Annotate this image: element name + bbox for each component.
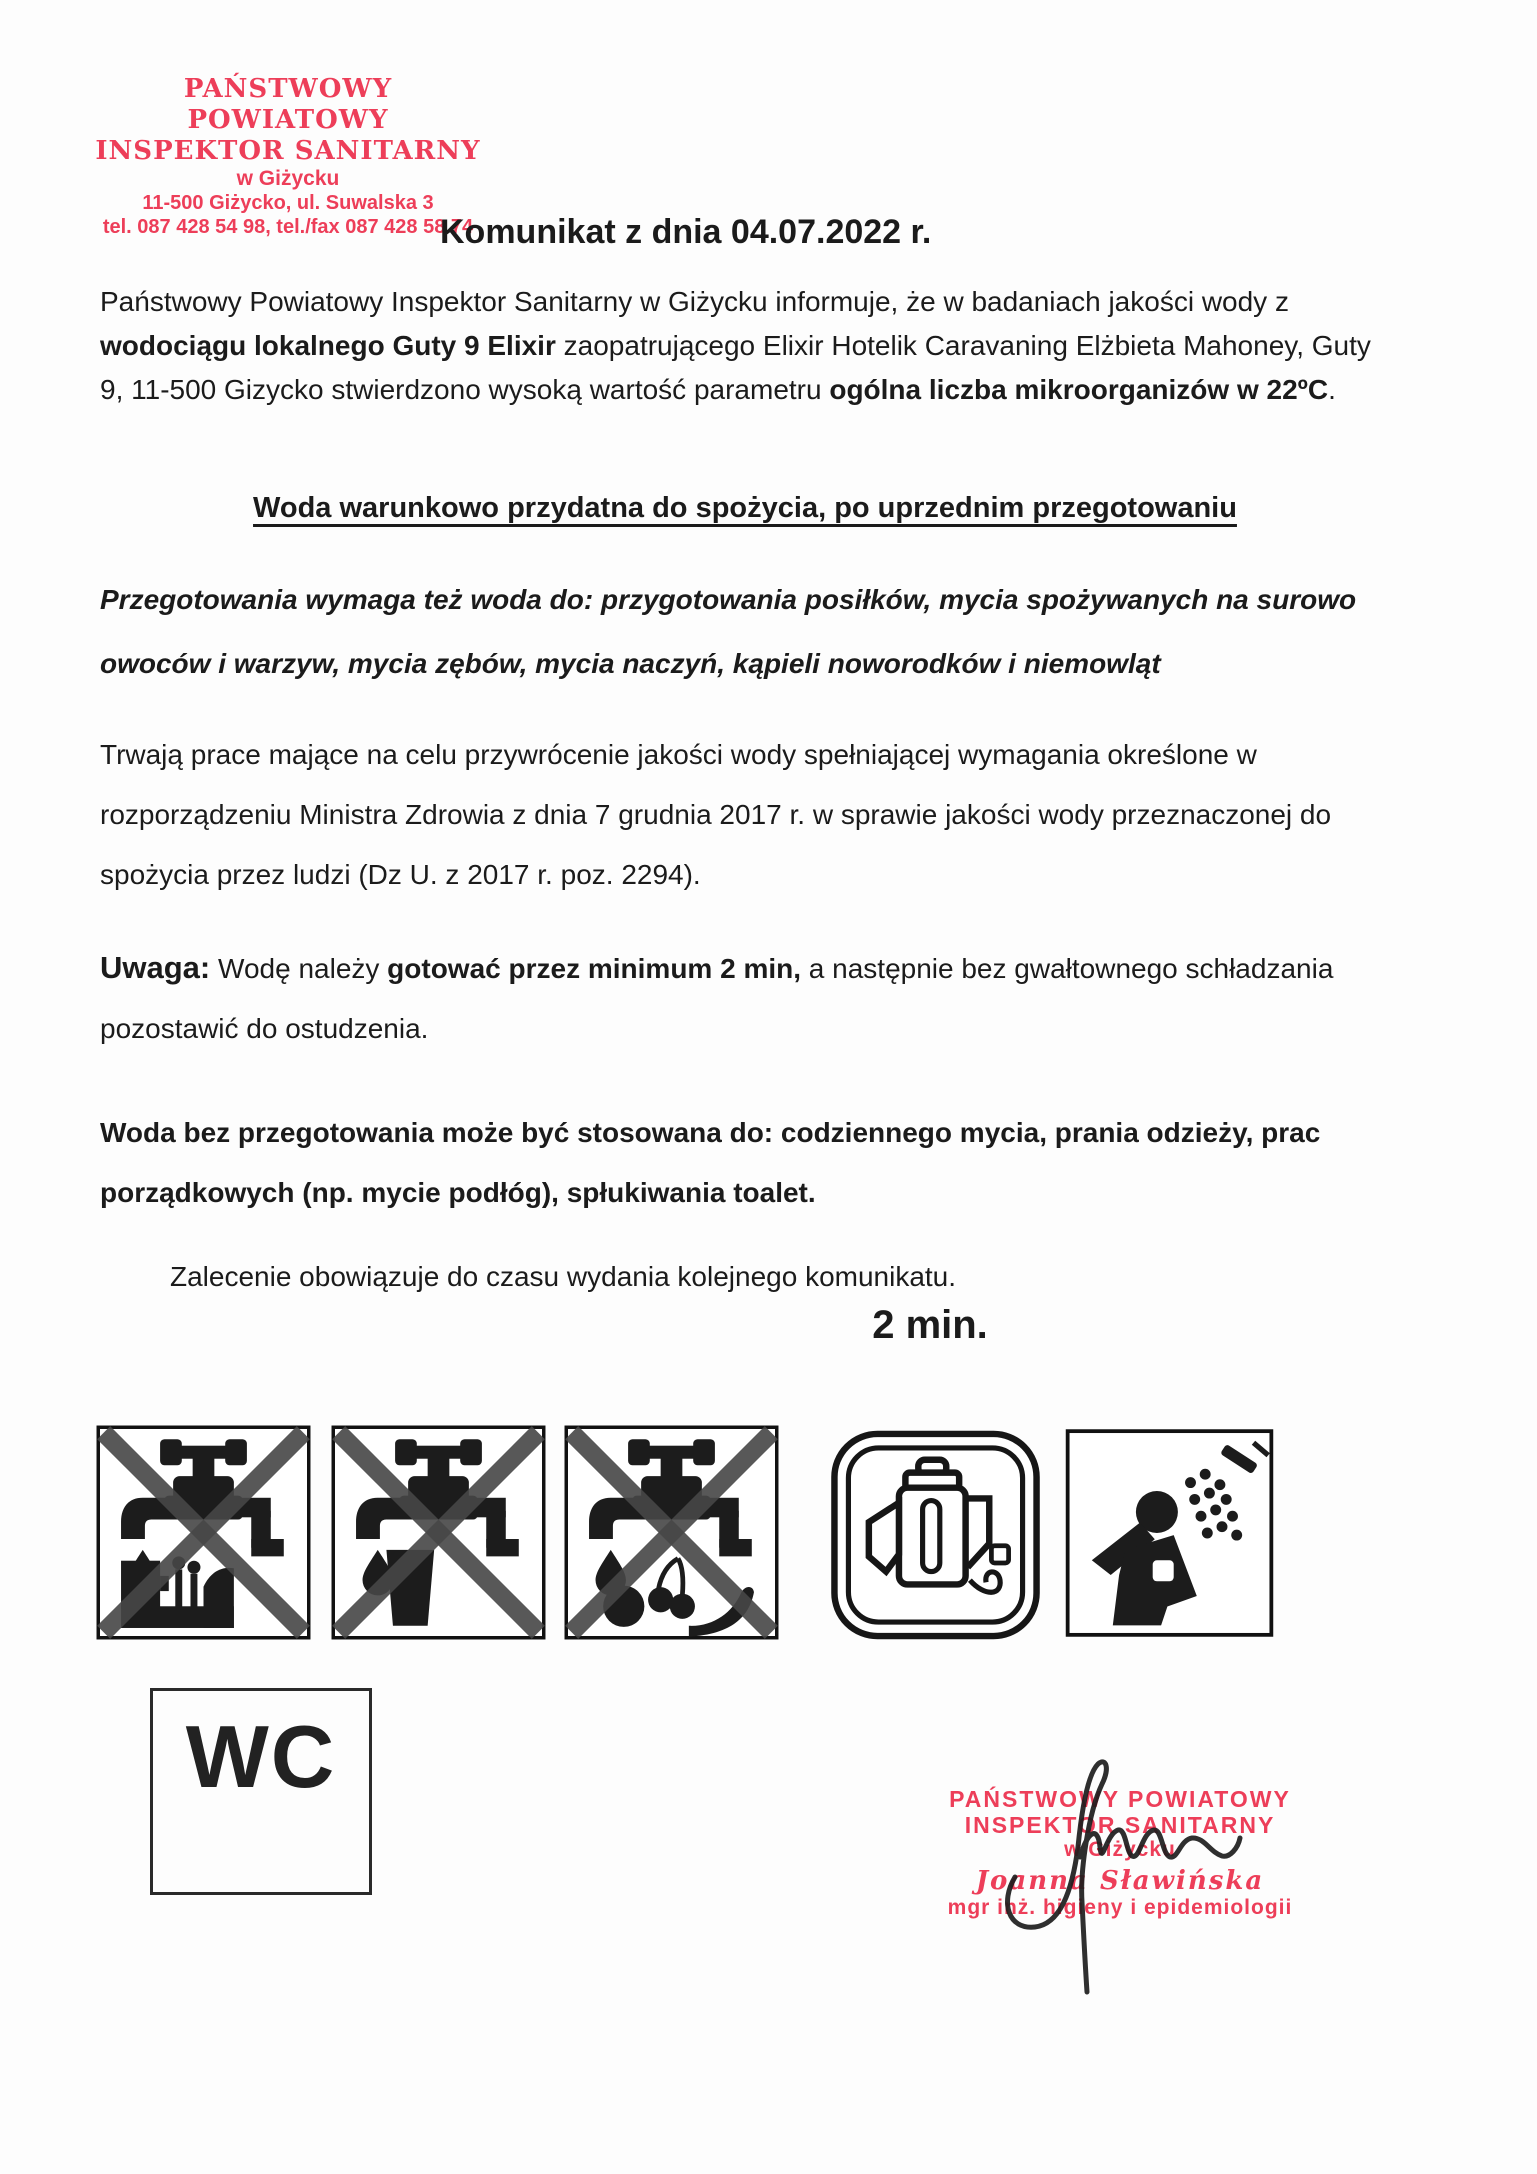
wc-label: WC	[185, 1707, 337, 1806]
p4-boil-bold: gotować przez minimum 2 min,	[387, 953, 802, 984]
stamp-phone: tel. 087 428 54 98, tel./fax 087 428 58 74	[102, 216, 474, 238]
p4-seg2: Wodę należy	[210, 953, 388, 984]
p4-uwaga-label: Uwaga:	[100, 950, 211, 985]
p4-seg4: a następnie bez gwałtownego schładzania pozostawić do ostudzenia.	[100, 953, 1334, 1044]
signature-scribble	[930, 1752, 1310, 2002]
p1-seg1: Państwowy Powiatowy Inspektor Sanitarny w Giżycku informuje, że w badaniach jakości wody z	[100, 286, 1289, 317]
paragraph-boiling-instructions	[100, 938, 1420, 1059]
p1-waterworks-name: wodociągu lokalnego Guty 9 Elixir	[100, 330, 556, 361]
header-inspector-stamp	[88, 74, 488, 239]
shower-allowed-icon	[1063, 1428, 1276, 1638]
stamp-city: w Giżycku	[236, 167, 340, 190]
conditional-use-heading	[100, 492, 1390, 525]
boil-water-kettle-icon	[828, 1420, 1043, 1650]
paragraph-boiling-required-uses: Przegotowania wymaga też woda do: przygotowania posiłków, mycia spożywanych na surowo owoców i warzyw, mycia zębów, mycia naczyń, kąpieli noworodków i niemowląt	[100, 584, 1357, 679]
footer-stamp-name: Joanna Sławińska	[975, 1866, 1265, 1896]
no-tap-water-for-dishes-icon	[95, 1424, 312, 1641]
no-washing-food-icon	[563, 1424, 780, 1641]
p1-parameter-name: ogólna liczba mikroorganizów w 22ºC	[829, 374, 1329, 405]
stamp-address: 11-500 Giżycko, ul. Suwalska 3	[142, 192, 434, 214]
footer-stamp-line2: INSPEKTOR SANITARNY	[964, 1812, 1276, 1838]
footer-stamp-line1: PAŃSTWOWY POWIATOWY	[949, 1786, 1291, 1812]
p1-seg5: .	[1328, 374, 1336, 405]
conditional-use-heading-text: Woda warunkowo przydatna do spożycia, po uprzednim przegotowaniu	[253, 492, 1237, 524]
footer-stamp-city: w Giżycku	[1064, 1838, 1176, 1861]
page-title: Komunikat z dnia 04.07.2022 r.	[440, 212, 932, 251]
boil-time-caption: 2 min.	[872, 1303, 988, 1347]
no-drinking-tap-water-icon	[330, 1424, 547, 1641]
p1-seg3: zaopatrującego Elixir Hotelik Caravaning Elżbieta Mahoney, Guty 9, 11-500 Gizycko stwierdzono wysoką wartość parametru	[100, 330, 1371, 405]
paragraph-allowed-uses: Woda bez przegotowania może być stosowana do: codziennego mycia, prania odzieży, prac porządkowych (np. mycie podłóg), spłukiwania toalet.	[100, 1117, 1321, 1208]
footer-stamp-title: mgr inż. higieny i epidemiologii	[947, 1896, 1293, 1919]
stamp-org-line2: INSPEKTOR SANITARNY	[95, 136, 481, 166]
paragraph-remediation-works: Trwają prace mające na celu przywrócenie jakości wody spełniającej wymagania określone w rozporządzeniu Ministra Zdrowia z dnia 7 grudnia 2017 r. w sprawie jakości wody przeznaczonej do spożycia przez ludzi (Dz U. z 2017 r. poz. 2294).	[100, 739, 1332, 890]
wc-allowed-icon	[150, 1688, 372, 1895]
stamp-org-line1: PAŃSTWOWY POWIATOWY	[183, 74, 393, 135]
paragraph-water-quality	[100, 280, 1400, 412]
paragraph-validity-note: Zalecenie obowiązuje do czasu wydania kolejnego komunikatu.	[170, 1261, 957, 1292]
